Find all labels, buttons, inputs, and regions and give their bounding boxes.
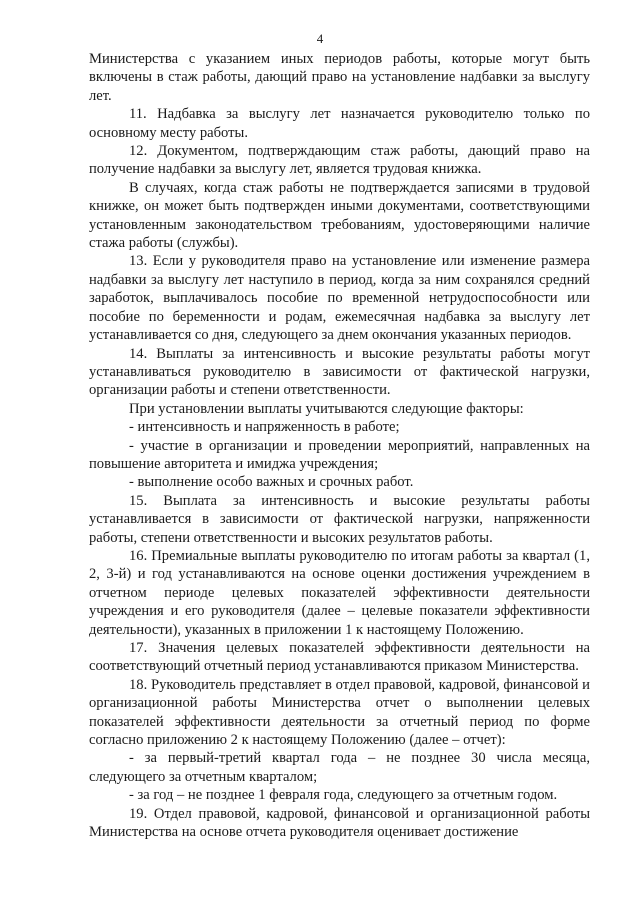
- paragraph-15: 15. Выплата за интенсивность и высокие результаты работы устанавливается в зависимости от фактической нагрузки, напряженности работы, степени ответственности и высоких результатов работы.: [89, 492, 590, 546]
- paragraph-continuation: Министерства с указанием иных периодов работы, которые могут быть включены в стаж работы, дающий право на установление надбавки за выслугу лет.: [89, 51, 590, 104]
- list-item-intensity: - интенсивность и напряженность в работе;: [129, 419, 400, 436]
- document-body: [89, 50, 590, 841]
- paragraph-12-cases: В случаях, когда стаж работы не подтверждается записями в трудовой книжке, он может быть подтвержден иными документами, соответствующими установленным законодательством требованиям, удостоверяющими наличие стажа работы (службы).: [89, 179, 590, 252]
- paragraph-14-factors-intro: При установлении выплаты учитываются следующие факторы:: [129, 400, 524, 417]
- list-item-quarter-deadline: - за первый-третий квартал года – не позднее 30 числа месяца, следующего за отчетным кварталом;: [89, 750, 590, 785]
- paragraph-16: 16. Премиальные выплаты руководителю по итогам работы за квартал (1, 2, 3-й) и год устанавливаются на основе оценки достижения учреждением в отчетном периоде целевых показателей эффективности деятельности учреждения и его руководителя (далее – целевые показатели эффективности деятельности), указанных в приложении 1 к настоящему Положению.: [89, 547, 590, 638]
- paragraph-13: 13. Если у руководителя право на установление или изменение размера надбавки за выслугу лет наступило в период, когда за ним сохранялся средний заработок, выплачивалось пособие по временной нетрудоспособности или пособие по беременности и родам, ежемесячная надбавка за выслугу лет устанавливается со дня, следующего за днем окончания указанных периодов.: [89, 253, 590, 344]
- paragraph-11: 11. Надбавка за выслугу лет назначается руководителю только по основному месту работы.: [89, 106, 590, 141]
- paragraph-14: 14. Выплаты за интенсивность и высокие результаты работы могут устанавливаться руководителю в зависимости от фактической нагрузки, организации работы и степени ответственности.: [89, 345, 590, 399]
- paragraph-19: 19. Отдел правовой, кадровой, финансовой и организационной работы Министерства на основе отчета руководителя оценивает достижение: [89, 805, 590, 841]
- list-item-year-deadline: - за год – не позднее 1 февраля года, следующего за отчетным годом.: [129, 787, 558, 804]
- paragraph-17: 17. Значения целевых показателей эффективности деятельности на соответствующий отчетный период устанавливаются приказом Министерства.: [89, 640, 590, 675]
- page-number: 4: [316, 31, 324, 46]
- paragraph-18: 18. Руководитель представляет в отдел правовой, кадровой, финансовой и организационной работы Министерства отчет о выполнении целевых показателей эффективности деятельности за отчетный период по форме согласно приложению 2 к настоящему Положению (далее – отчет):: [89, 676, 590, 749]
- list-item-urgent-work: - выполнение особо важных и срочных работ.: [129, 474, 414, 491]
- paragraph-12: 12. Документом, подтверждающим стаж работы, дающий право на получение надбавки за выслугу лет, является трудовая книжка.: [89, 143, 590, 178]
- list-item-events: - участие в организации и проведении мероприятий, направленных на повышение авторитета и имиджа учреждения;: [89, 437, 590, 472]
